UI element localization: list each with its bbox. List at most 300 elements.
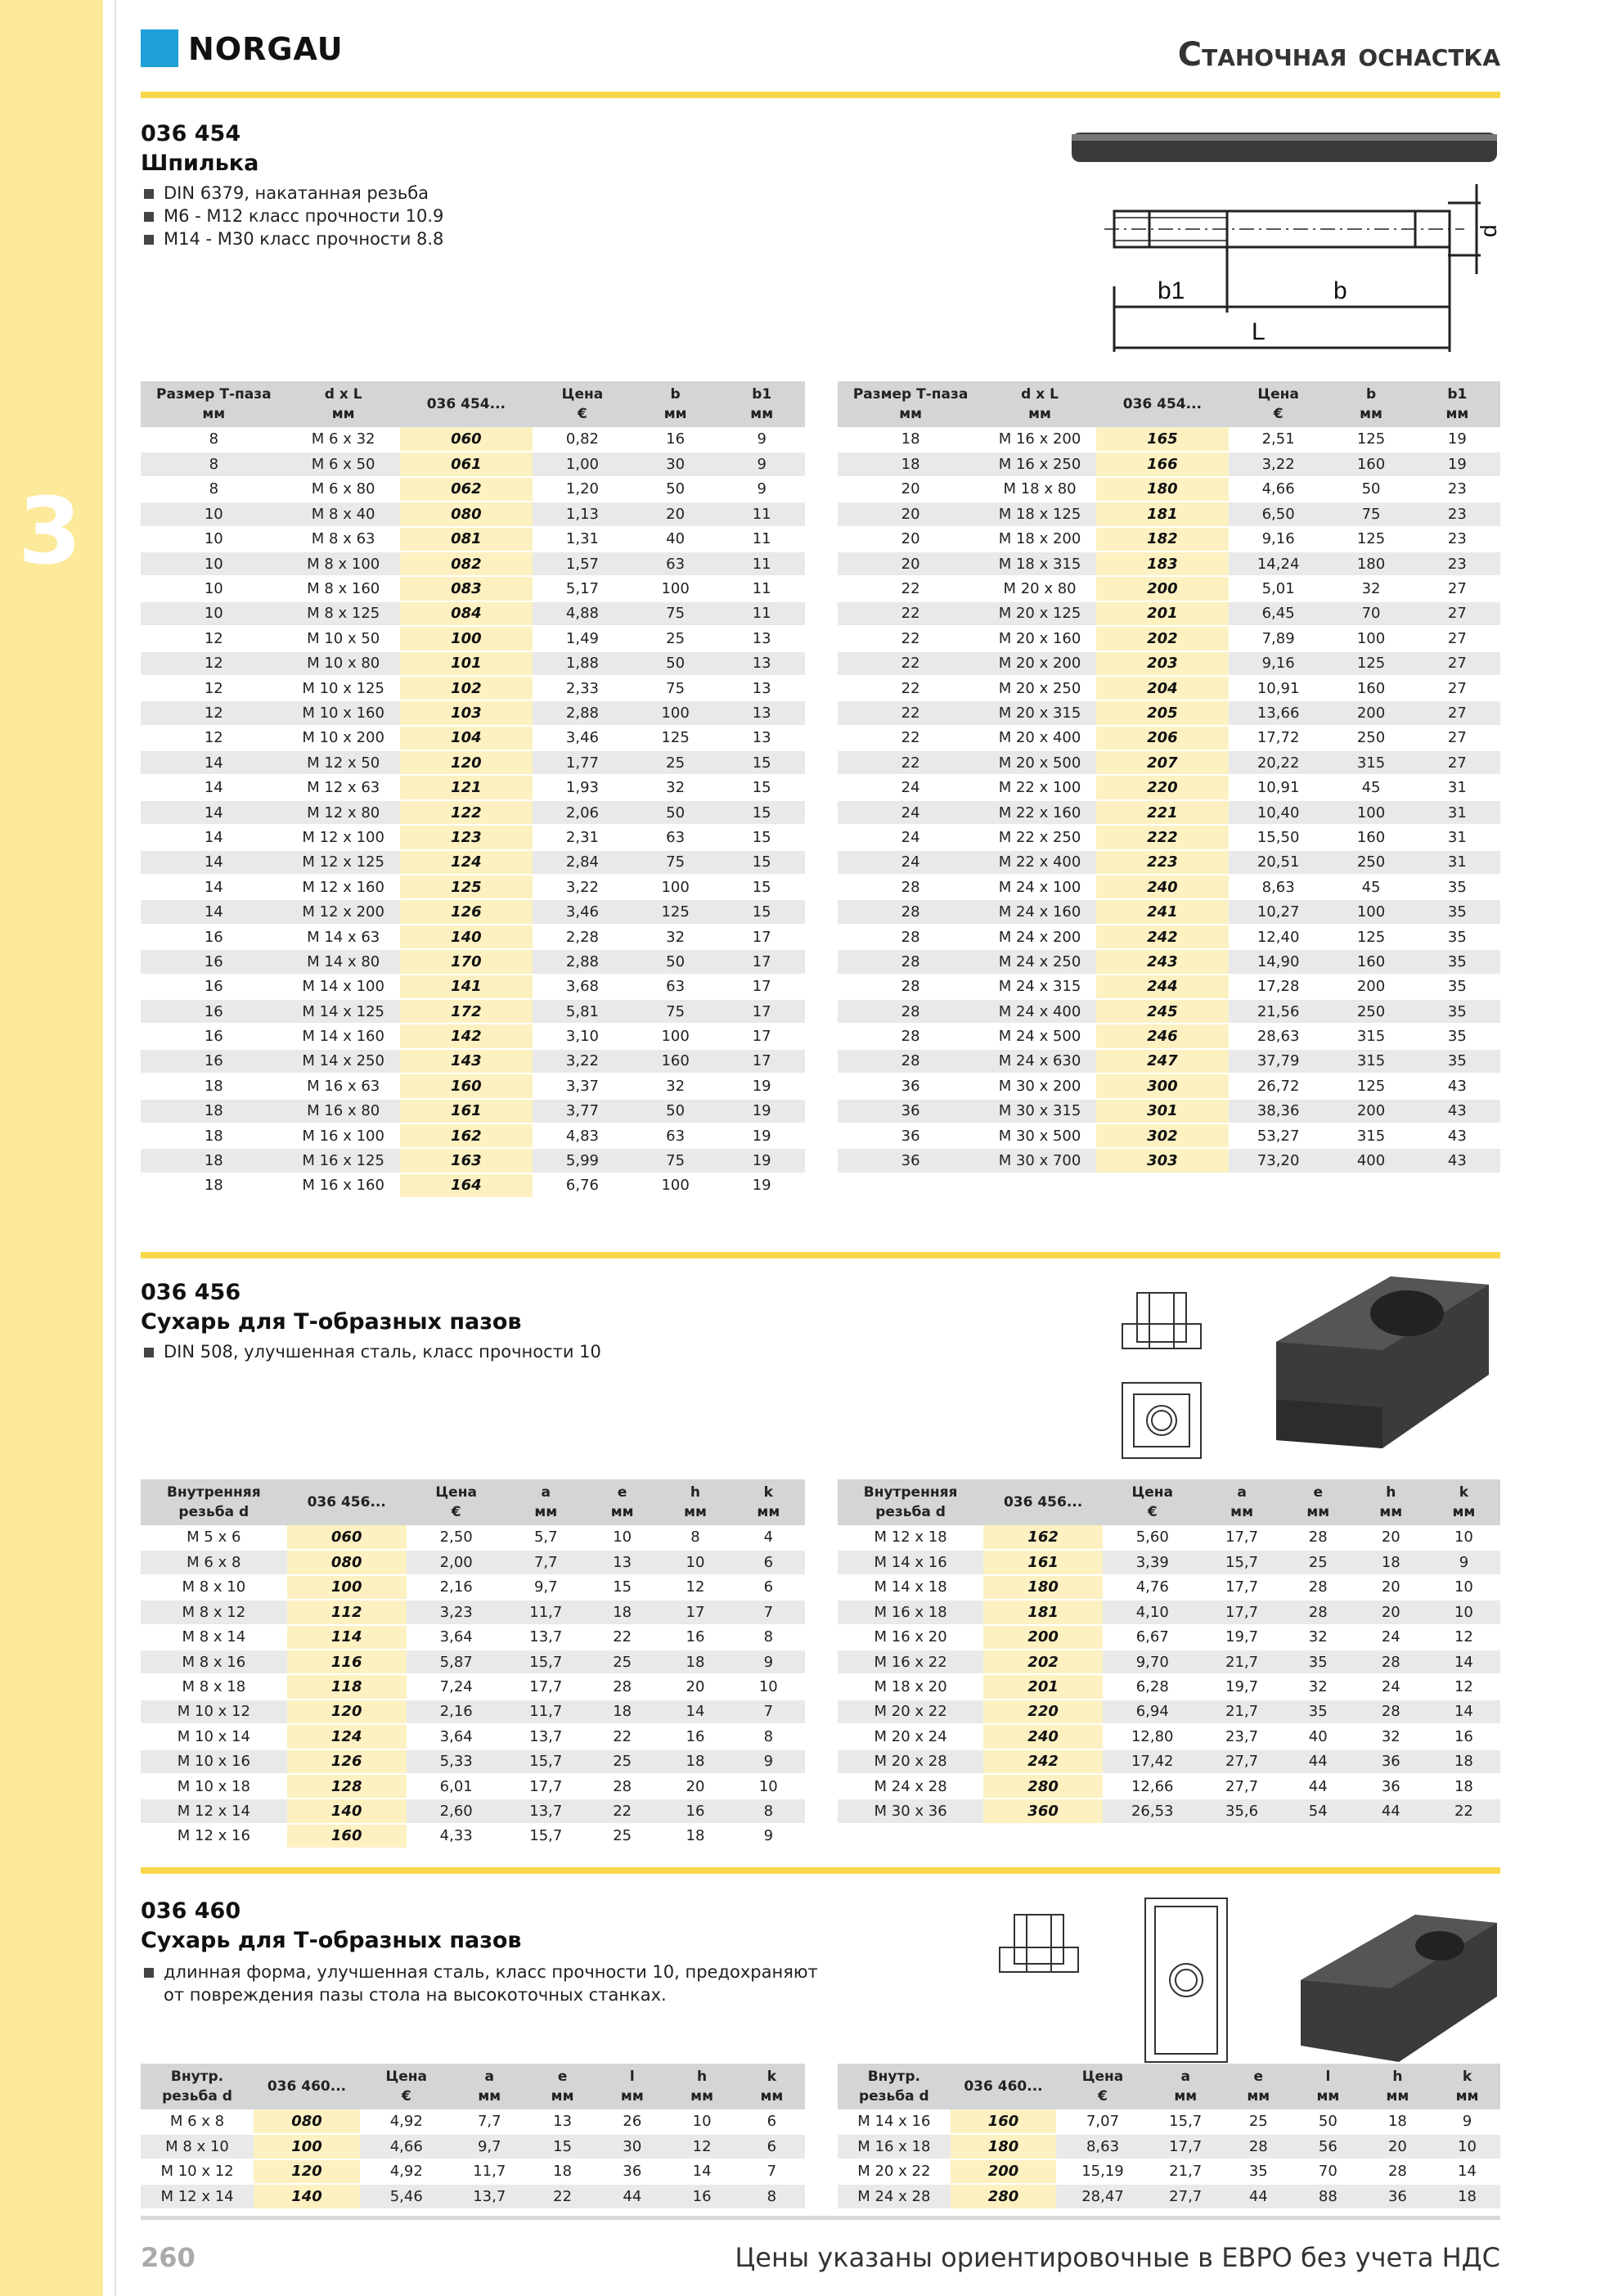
column-header: d x L мм — [983, 381, 1096, 427]
article-code-cell: 181 — [983, 1600, 1103, 1624]
article-code-cell: 223 — [1096, 850, 1229, 875]
table-cell: 17 — [718, 1024, 805, 1048]
table-cell: M 8 x 10 — [141, 2134, 254, 2159]
table-cell: M 12 x 18 — [838, 1525, 983, 1550]
table-cell: 6,50 — [1229, 502, 1329, 526]
table-cell: 32 — [632, 1074, 719, 1098]
table-cell: 16 — [141, 949, 287, 974]
table-cell: 100 — [632, 700, 719, 725]
table-cell: 50 — [632, 800, 719, 825]
table-cell: M 20 x 200 — [983, 651, 1096, 676]
article-code-cell: 201 — [983, 1674, 1103, 1699]
table-cell: 35 — [1282, 1699, 1355, 1724]
table-cell: 38,36 — [1229, 1099, 1329, 1123]
table-cell: 17,7 — [506, 1774, 586, 1799]
table-cell: 28 — [586, 1774, 659, 1799]
table-cell: 5,46 — [360, 2184, 453, 2208]
table-cell: 50 — [632, 1099, 719, 1123]
table-cell: M 8 x 14 — [141, 1625, 287, 1650]
article-code-cell: 140 — [254, 2184, 360, 2208]
table-cell: 1,13 — [533, 502, 632, 526]
table-cell: M 10 x 18 — [141, 1774, 287, 1799]
table-cell: 10 — [586, 1525, 659, 1550]
table-row — [141, 601, 805, 626]
table-row — [838, 1099, 1500, 1123]
table-cell: M 10 x 200 — [287, 726, 400, 750]
svg-text:b: b — [1333, 277, 1347, 304]
table-cell: 16 — [1427, 1724, 1500, 1749]
table-cell: 1,20 — [533, 477, 632, 502]
table-cell: 28 — [838, 999, 983, 1024]
table-cell: 27 — [1414, 601, 1500, 626]
table-cell: 20 — [632, 502, 719, 526]
table-cell: 17 — [718, 949, 805, 974]
table-cell: 7 — [739, 2159, 805, 2184]
column-header: k мм — [1427, 1479, 1500, 1525]
header-band — [141, 92, 1500, 98]
table-row — [141, 1600, 805, 1624]
t-nut-drawing — [1113, 1268, 1505, 1473]
table-cell: 11 — [718, 527, 805, 551]
table-cell: 75 — [632, 999, 719, 1024]
article-code-cell: 206 — [1096, 726, 1229, 750]
article-code-cell: 160 — [287, 1824, 407, 1848]
table-row — [838, 1724, 1500, 1749]
table-cell: 25 — [1222, 2109, 1295, 2134]
table-cell: 14 — [1427, 1699, 1500, 1724]
article-code-cell: 240 — [1096, 875, 1229, 899]
table-row — [838, 1074, 1500, 1098]
table-cell: M 16 x 63 — [287, 1074, 400, 1098]
table-cell: 32 — [632, 775, 719, 799]
table-cell: 22 — [838, 601, 983, 626]
table-cell: 11 — [718, 551, 805, 576]
table-cell: 6,28 — [1103, 1674, 1203, 1699]
table-row — [141, 999, 805, 1024]
table-cell: 53,27 — [1229, 1123, 1329, 1148]
table-cell: M 24 x 315 — [983, 975, 1096, 999]
brand-name: NORGAU — [188, 31, 344, 67]
table-cell: 1,49 — [533, 626, 632, 651]
table-cell: M 16 x 18 — [838, 1600, 983, 1624]
table-cell: 15 — [718, 800, 805, 825]
table-row — [141, 800, 805, 825]
table-cell: 31 — [1414, 775, 1500, 799]
article-code-cell: 126 — [287, 1749, 407, 1774]
table-row — [141, 700, 805, 725]
table-row — [141, 750, 805, 775]
table-cell: 13,7 — [506, 1625, 586, 1650]
table-cell: 17 — [659, 1600, 731, 1624]
table-cell: 22 — [586, 1625, 659, 1650]
table-row — [838, 502, 1500, 526]
table-row — [141, 452, 805, 476]
table-cell: 20 — [659, 1774, 731, 1799]
table-cell: M 24 x 250 — [983, 949, 1096, 974]
table-cell: 9,7 — [506, 1575, 586, 1600]
article-code-cell: 221 — [1096, 800, 1229, 825]
table-cell: 32 — [632, 925, 719, 949]
article-code-cell: 080 — [254, 2109, 360, 2134]
article-code-cell: 060 — [400, 427, 533, 452]
table-cell: 44 — [599, 2184, 665, 2208]
table-cell: 20,51 — [1229, 850, 1329, 875]
table-cell: M 30 x 200 — [983, 1074, 1096, 1098]
table-cell: 4 — [732, 1525, 805, 1550]
table-row — [838, 2109, 1500, 2134]
table-cell: 25 — [586, 1749, 659, 1774]
table-cell: 400 — [1328, 1148, 1414, 1173]
table-cell: 63 — [632, 1123, 719, 1148]
table-cell: 6 — [732, 1575, 805, 1600]
column-header: l мм — [599, 2064, 665, 2109]
table-row — [838, 1525, 1500, 1550]
article-code-cell: 118 — [287, 1674, 407, 1699]
table-cell: 9 — [718, 477, 805, 502]
page-number: 260 — [141, 2242, 196, 2273]
table-cell: 3,64 — [407, 1625, 506, 1650]
table-cell: 19,7 — [1202, 1625, 1281, 1650]
table-cell: 18 — [586, 1699, 659, 1724]
table-cell: M 8 x 10 — [141, 1575, 287, 1600]
table-cell: 19 — [718, 1123, 805, 1148]
table-cell: M 16 x 80 — [287, 1099, 400, 1123]
table-row — [838, 899, 1500, 924]
table-cell: M 8 x 125 — [287, 601, 400, 626]
article-code-cell: 116 — [287, 1650, 407, 1674]
table-cell: 18 — [838, 427, 983, 452]
table-cell: 36 — [838, 1148, 983, 1173]
table-cell: 54 — [1282, 1799, 1355, 1823]
table-cell: M 8 x 63 — [287, 527, 400, 551]
table-cell: 17,72 — [1229, 726, 1329, 750]
table-row — [141, 651, 805, 676]
table-cell: 11 — [718, 576, 805, 601]
table-cell: 20 — [659, 1674, 731, 1699]
column-header: a мм — [506, 1479, 586, 1525]
table-cell: 10,27 — [1229, 899, 1329, 924]
article-code-cell: 205 — [1096, 700, 1229, 725]
s2-code: 036 456 — [141, 1280, 241, 1305]
table-row — [838, 850, 1500, 875]
table-cell: M 14 x 16 — [838, 2109, 951, 2134]
table-cell: 2,88 — [533, 949, 632, 974]
article-code-cell: 100 — [254, 2134, 360, 2159]
table-cell: 43 — [1414, 1148, 1500, 1173]
table-cell: 36 — [838, 1099, 983, 1123]
article-code-cell: 142 — [400, 1024, 533, 1048]
article-code-cell: 247 — [1096, 1049, 1229, 1074]
table-cell: 20 — [1355, 1525, 1427, 1550]
table-row — [838, 999, 1500, 1024]
article-code-cell: 114 — [287, 1625, 407, 1650]
article-code-cell: 100 — [400, 626, 533, 651]
table-cell: 3,10 — [533, 1024, 632, 1048]
table-cell: 11,7 — [453, 2159, 526, 2184]
table-cell: M 10 x 12 — [141, 1699, 287, 1724]
article-code-cell: 170 — [400, 949, 533, 974]
table-cell: 28 — [1361, 2159, 1434, 2184]
table-cell: M 14 x 160 — [287, 1024, 400, 1048]
article-code-cell: 241 — [1096, 899, 1229, 924]
table-cell: 28 — [838, 925, 983, 949]
table-row — [141, 527, 805, 551]
column-header: h мм — [659, 1479, 731, 1525]
table-cell: M 16 x 20 — [838, 1625, 983, 1650]
article-code-cell: 200 — [951, 2159, 1057, 2184]
table-cell: 26,72 — [1229, 1074, 1329, 1098]
column-header: b мм — [1328, 381, 1414, 427]
table-cell: 18 — [659, 1824, 731, 1848]
table-cell: 28 — [1282, 1525, 1355, 1550]
table-row — [141, 1625, 805, 1650]
column-header: Внутренняя резьба d — [141, 1479, 287, 1525]
table-cell: M 6 x 32 — [287, 427, 400, 452]
table-cell: 5,01 — [1229, 576, 1329, 601]
table-row — [838, 1550, 1500, 1574]
table-cell: 32 — [1328, 576, 1414, 601]
table-row — [141, 502, 805, 526]
chapter-number: 3 — [18, 479, 82, 585]
column-header: k мм — [739, 2064, 805, 2109]
table-cell: 35 — [1282, 1650, 1355, 1674]
article-code-cell: 300 — [1096, 1074, 1229, 1098]
table-cell: 9,70 — [1103, 1650, 1203, 1674]
table-cell: 14,24 — [1229, 551, 1329, 576]
table-cell: 17 — [718, 999, 805, 1024]
article-code-cell: 240 — [983, 1724, 1103, 1749]
column-header: Внутр. резьба d — [838, 2064, 951, 2109]
table-cell: 19 — [718, 1148, 805, 1173]
table-cell: 18 — [1355, 1550, 1427, 1574]
table-cell: 8 — [659, 1525, 731, 1550]
table-cell: M 10 x 125 — [287, 676, 400, 700]
article-code-cell: 081 — [400, 527, 533, 551]
table-cell: M 20 x 250 — [983, 676, 1096, 700]
table-cell: 15,7 — [1202, 1550, 1281, 1574]
table-cell: 9 — [718, 452, 805, 476]
table-cell: 17,42 — [1103, 1749, 1203, 1774]
table-cell: 18 — [586, 1600, 659, 1624]
table-cell: 10 — [141, 502, 287, 526]
table-cell: 21,7 — [1149, 2159, 1222, 2184]
article-code-cell: 103 — [400, 700, 533, 725]
table-cell: 36 — [599, 2159, 665, 2184]
table-cell: 100 — [632, 875, 719, 899]
table-cell: 28 — [1222, 2134, 1295, 2159]
table-cell: 27 — [1414, 700, 1500, 725]
table-cell: 6 — [739, 2109, 805, 2134]
table-cell: 17,7 — [1202, 1600, 1281, 1624]
table-cell: 17 — [718, 925, 805, 949]
table-cell: 43 — [1414, 1099, 1500, 1123]
table-cell: 28 — [1282, 1575, 1355, 1600]
table-cell: 27 — [1414, 576, 1500, 601]
table-row — [141, 1148, 805, 1173]
article-code-cell: 182 — [1096, 527, 1229, 551]
table-cell: 19 — [718, 1099, 805, 1123]
table-cell: 12 — [141, 676, 287, 700]
table-cell: 35 — [1414, 875, 1500, 899]
table-cell: 28 — [1355, 1699, 1427, 1724]
column-header: Внутренняя резьба d — [838, 1479, 983, 1525]
table-row — [141, 925, 805, 949]
article-code-cell: 163 — [400, 1148, 533, 1173]
table-row — [141, 1724, 805, 1749]
table-row — [838, 800, 1500, 825]
column-header: 036 454... — [400, 381, 533, 427]
table-row — [141, 1024, 805, 1048]
table-cell: 14,90 — [1229, 949, 1329, 974]
table-cell: 43 — [1414, 1074, 1500, 1098]
table-cell: M 5 x 6 — [141, 1525, 287, 1550]
table-cell: 6,01 — [407, 1774, 506, 1799]
table-cell: M 12 x 100 — [287, 825, 400, 849]
table-cell: 20 — [1355, 1575, 1427, 1600]
table-cell: 4,92 — [360, 2109, 453, 2134]
table-cell: M 20 x 400 — [983, 726, 1096, 750]
table-cell: 15,7 — [506, 1749, 586, 1774]
table-cell: 18 — [1361, 2109, 1434, 2134]
table-cell: 70 — [1295, 2159, 1361, 2184]
table-cell: 20 — [1355, 1600, 1427, 1624]
table-cell: 5,87 — [407, 1650, 506, 1674]
table-cell: 7 — [732, 1699, 805, 1724]
table-cell: 10 — [141, 601, 287, 626]
table-cell: 22 — [838, 576, 983, 601]
article-code-cell: 162 — [983, 1525, 1103, 1550]
table-cell: 73,20 — [1229, 1148, 1329, 1173]
column-header: 036 460... — [951, 2064, 1057, 2109]
table-cell: 35 — [1414, 925, 1500, 949]
table-cell: 1,93 — [533, 775, 632, 799]
table-cell: 75 — [632, 1148, 719, 1173]
table-cell: 2,33 — [533, 676, 632, 700]
table-cell: 100 — [1328, 899, 1414, 924]
table-row — [141, 1824, 805, 1848]
price-note: Цены указаны ориентировочные в ЕВРО без учета НДС — [735, 2242, 1500, 2273]
table-cell: 22 — [1427, 1799, 1500, 1823]
table-cell: M 6 x 8 — [141, 2109, 254, 2134]
table-cell: 22 — [526, 2184, 599, 2208]
table-cell: M 14 x 125 — [287, 999, 400, 1024]
table-cell: 25 — [632, 626, 719, 651]
table-cell: 35 — [1414, 1024, 1500, 1048]
article-code-cell: 140 — [287, 1799, 407, 1823]
table-row — [141, 1699, 805, 1724]
table-cell: M 14 x 16 — [838, 1550, 983, 1574]
column-header: Цена € — [1103, 1479, 1203, 1525]
table-cell: 17,7 — [1202, 1575, 1281, 1600]
table-row — [141, 1074, 805, 1098]
table-cell: 13 — [718, 651, 805, 676]
article-code-cell: 160 — [400, 1074, 533, 1098]
table-cell: 88 — [1295, 2184, 1361, 2208]
table-cell: M 10 x 14 — [141, 1724, 287, 1749]
table-cell: 45 — [1328, 875, 1414, 899]
table-cell: 14 — [141, 850, 287, 875]
s3-features — [144, 1961, 831, 2006]
table-cell: 63 — [632, 551, 719, 576]
article-code-cell: 202 — [983, 1650, 1103, 1674]
table-cell: 14 — [141, 899, 287, 924]
table-cell: 14 — [1427, 1650, 1500, 1674]
table-row — [141, 726, 805, 750]
table-cell: 16 — [659, 1724, 731, 1749]
article-code-cell: 203 — [1096, 651, 1229, 676]
article-code-cell: 120 — [287, 1699, 407, 1724]
table-cell: 0,82 — [533, 427, 632, 452]
column-header: b1 мм — [718, 381, 805, 427]
table-row — [141, 1674, 805, 1699]
table-row — [141, 1173, 805, 1198]
table-cell: 160 — [1328, 452, 1414, 476]
table-cell: 24 — [1355, 1625, 1427, 1650]
svg-text:d: d — [1476, 224, 1501, 237]
table-cell: M 18 x 125 — [983, 502, 1096, 526]
article-code-cell: 141 — [400, 975, 533, 999]
table-cell: M 22 x 400 — [983, 850, 1096, 875]
table-cell: 18 — [526, 2159, 599, 2184]
table-cell: 35,6 — [1202, 1799, 1281, 1823]
column-header: d x L мм — [287, 381, 400, 427]
table-cell: 27 — [1414, 750, 1500, 775]
table-cell: M 14 x 80 — [287, 949, 400, 974]
article-code-cell: 360 — [983, 1799, 1103, 1823]
table-cell: 10,91 — [1229, 775, 1329, 799]
column-header: h мм — [1361, 2064, 1434, 2109]
column-header: 036 460... — [254, 2064, 360, 2109]
table-cell: 5,60 — [1103, 1525, 1203, 1550]
table-cell: 4,88 — [533, 601, 632, 626]
table-cell: 63 — [632, 975, 719, 999]
table-cell: 24 — [838, 775, 983, 799]
table-cell: M 18 x 80 — [983, 477, 1096, 502]
table-cell: 2,50 — [407, 1525, 506, 1550]
table-cell: 36 — [1355, 1774, 1427, 1799]
table-cell: M 8 x 18 — [141, 1674, 287, 1699]
table-cell: M 10 x 50 — [287, 626, 400, 651]
table-cell: 50 — [1295, 2109, 1361, 2134]
table-cell: 8 — [732, 1625, 805, 1650]
table-cell: 125 — [632, 726, 719, 750]
table-cell: 7,89 — [1229, 626, 1329, 651]
article-code-cell: 180 — [1096, 477, 1229, 502]
table-cell: 23 — [1414, 477, 1500, 502]
table-cell: 4,66 — [1229, 477, 1329, 502]
article-code-cell: 280 — [951, 2184, 1057, 2208]
table-cell: M 8 x 160 — [287, 576, 400, 601]
feature-item: DIN 508, улучшенная сталь, класс прочности 10 — [144, 1340, 601, 1363]
article-code-cell: 084 — [400, 601, 533, 626]
table-row — [838, 750, 1500, 775]
article-code-cell: 102 — [400, 676, 533, 700]
s1-code: 036 454 — [141, 121, 241, 146]
article-code-cell: 166 — [1096, 452, 1229, 476]
table-row — [838, 2184, 1500, 2208]
article-code-cell: 165 — [1096, 427, 1229, 452]
table-cell: 50 — [632, 651, 719, 676]
table-cell: 18 — [141, 1123, 287, 1148]
table-row — [838, 427, 1500, 452]
long-t-nut-drawing — [982, 1882, 1505, 2070]
table-cell: 16 — [659, 1799, 731, 1823]
table-cell: 8,63 — [1229, 875, 1329, 899]
table-row — [838, 452, 1500, 476]
table-cell: 14 — [141, 875, 287, 899]
table-cell: 44 — [1355, 1799, 1427, 1823]
table-cell: 19,7 — [1202, 1674, 1281, 1699]
